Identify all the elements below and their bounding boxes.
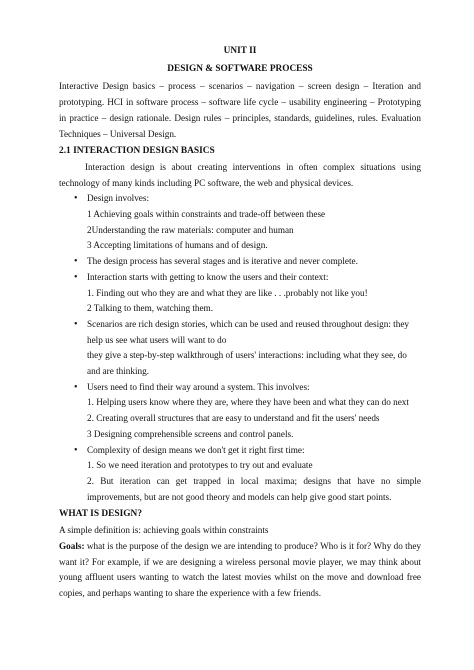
bullet-text: • Design involves:: [87, 193, 150, 204]
goals-text: what is the purpose of the design we are intending to produce? Who is it for? Why do they want it? For example, if we are designing a wireless personal movie player, we may think about young affluent users wanting to watch the latest movies whilst on the move and download free copies, and perhaps wanting to share the experience with a few friends.: [59, 540, 421, 598]
sub-item: 2 Talking to them, watching them.: [87, 303, 214, 314]
goals-paragraph: [59, 539, 421, 602]
bullet-text: • Scenarios are rich design stories, which can be used and reused throughout design: they help us see what users will want to do: [87, 318, 409, 345]
sub-item: 1. So we need iteration and prototypes to try out and evaluate: [87, 460, 313, 471]
sub-item: 2Understanding the raw materials: computer and human: [87, 224, 294, 235]
list-item: [59, 270, 421, 317]
document-page: [59, 44, 421, 602]
definition-paragraph: A simple definition is: achieving goals within constraints: [59, 525, 269, 536]
sub-item: 2. Creating overall structures that are easy to understand and fit the users' needs: [87, 413, 380, 424]
list-item: [59, 380, 421, 443]
sub-item: 1. Helping users know where they are, where they have been and what they can do next: [87, 397, 409, 408]
sub-item: they give a step-by-step walkthrough of users' interactions: including what they see, do and are thinking.: [87, 350, 407, 377]
bullet-text: • Interaction starts with getting to know the users and their context:: [87, 271, 329, 282]
bullet-text: • The design process has several stages and is iterative and never complete.: [87, 256, 358, 267]
unit-heading: UNIT II: [223, 46, 257, 56]
sub-item: 3 Designing comprehensible screens and control panels.: [87, 428, 294, 439]
list-item: [59, 443, 421, 506]
list-item: [59, 254, 421, 270]
list-item: [59, 191, 421, 254]
bullet-list: [59, 191, 421, 505]
section-paragraph: Interaction design is about creating interventions in often complex situations using technology of many kinds including PC software, the web and physical devices.: [59, 161, 421, 188]
sub-item: 1. Finding out who they are and what they are like . . .probably not like you!: [87, 287, 368, 298]
section-heading-interaction-design-basics: 2.1 INTERACTION DESIGN BASICS: [59, 146, 215, 157]
sub-item: 2. But iteration can get trapped in local maxima; designs that have no simple improvements, but are not good theory and models can help give good start points.: [87, 475, 421, 502]
sub-item: 3 Accepting limitations of humans and of design.: [87, 240, 268, 251]
list-item: [59, 317, 421, 380]
bullet-text: • Users need to find their way around a system. This involves:: [87, 381, 310, 392]
sub-item: 1 Achieving goals within constraints and trade-off between these: [87, 209, 326, 220]
intro-paragraph: Interactive Design basics – process – scenarios – navigation – screen design – Iteration and prototyping. HCI in software process – software life cycle – usability engineering – Prototyping in practice – design rationale. Design rules – principles, standards, guidelines, rules. Evaluation Techniques – Universal Design.: [59, 81, 421, 139]
bullet-text: • Complexity of design means we don't get it right first time:: [87, 444, 305, 455]
page-title: DESIGN & SOFTWARE PROCESS: [167, 63, 313, 74]
section-heading-what-is-design: WHAT IS DESIGN?: [59, 509, 143, 520]
goals-label: Goals:: [59, 540, 85, 551]
